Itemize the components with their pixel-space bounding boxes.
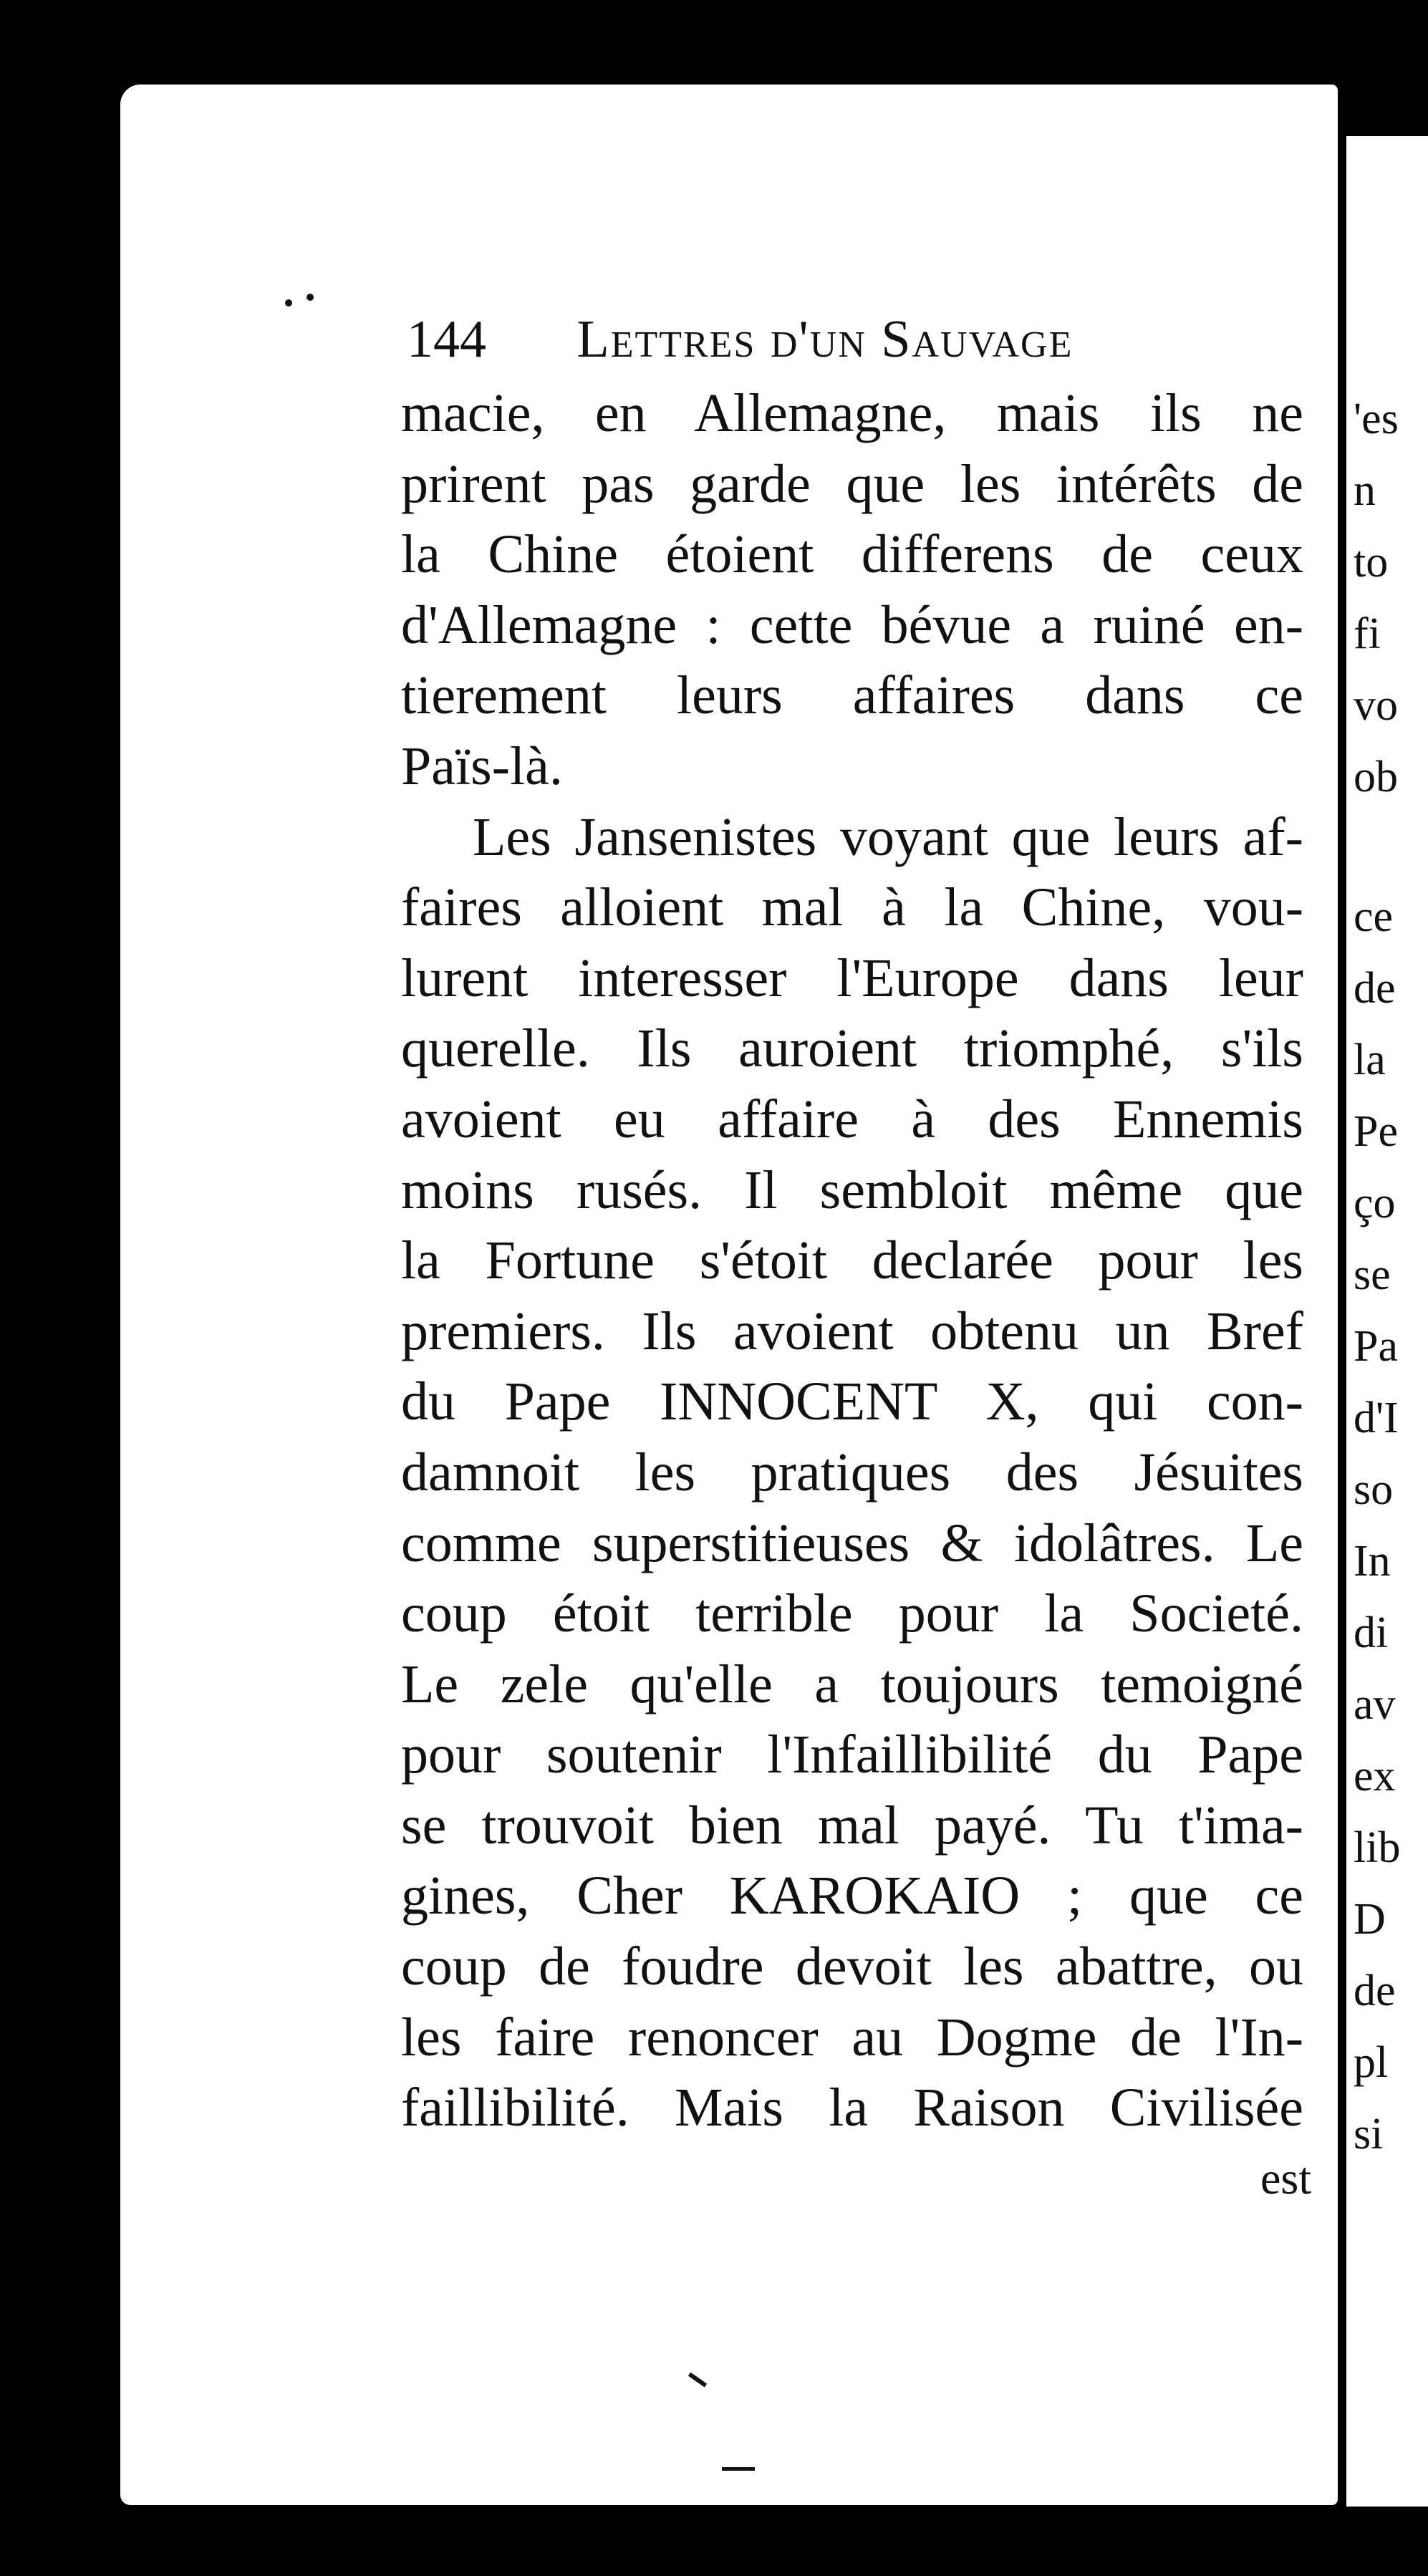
- adjacent-fragment: In: [1354, 1537, 1391, 1586]
- adjacent-fragment: si: [1354, 2110, 1384, 2158]
- text-line: damnoit les pratiques des Jésuites: [401, 1442, 1303, 1502]
- running-title: Lettres d'un Sauvage: [576, 310, 1074, 369]
- ink-stroke-mark: [722, 2467, 755, 2471]
- text-line: les faire renoncer au Dogme de l'In-: [401, 2007, 1303, 2068]
- text-line: moins rusés. Il sembloit même que: [401, 1159, 1303, 1220]
- text-line: avoient eu affaire à des Ennemis: [401, 1089, 1303, 1149]
- adjacent-fragment: de: [1354, 964, 1396, 1013]
- text-line: premiers. Ils avoient obtenu un Bref: [401, 1301, 1303, 1361]
- page-number: 144: [407, 310, 486, 369]
- adjacent-fragment: vo: [1354, 681, 1398, 730]
- text-line: Le zele qu'elle a toujours temoigné: [401, 1654, 1303, 1714]
- text-line: lurent interesser l'Europe dans leur: [401, 947, 1303, 1008]
- text-line: coup de foudre devoit les abattre, ou: [401, 1936, 1303, 1997]
- catchword: est: [1260, 2153, 1312, 2204]
- adjacent-fragment: se: [1354, 1250, 1391, 1299]
- adjacent-fragment: so: [1354, 1465, 1394, 1514]
- text-line: prirent pas garde que les intérêts de: [401, 453, 1303, 514]
- adjacent-fragment: D: [1354, 1895, 1386, 1944]
- adjacent-fragment: Pe: [1354, 1107, 1398, 1156]
- text-line: faillibilité. Mais la Raison Civilisée: [401, 2078, 1303, 2138]
- text-line: tierement leurs affaires dans ce: [401, 665, 1303, 726]
- text-line: du Pape INNOCENT X, qui con-: [401, 1371, 1303, 1432]
- running-header: [407, 309, 1338, 374]
- text-line: querelle. Ils auroient triomphé, s'ils: [401, 1018, 1303, 1079]
- adjacent-fragment: de: [1354, 1967, 1396, 2015]
- text-line: coup étoit terrible pour la Societé.: [401, 1583, 1303, 1644]
- adjacent-fragment: to: [1354, 538, 1389, 587]
- text-line: comme superstitieuses & idolâtres. Le: [401, 1513, 1303, 1573]
- text-line: d'Allemagne : cette bévue a ruiné en-: [401, 594, 1303, 655]
- adjacent-fragment: Pa: [1354, 1322, 1398, 1371]
- specks-mark: [285, 299, 292, 307]
- paragraph-start-line: Les Jansenistes voyant que leurs af-: [473, 806, 1303, 867]
- specks-mark: [307, 294, 314, 301]
- adjacent-fragment: pl: [1354, 2038, 1389, 2087]
- text-line: Païs-là.: [401, 735, 563, 796]
- adjacent-fragment: n: [1354, 466, 1376, 515]
- text-line: gines, Cher KAROKAIO ; que ce: [401, 1866, 1303, 1926]
- adjacent-fragment: av: [1354, 1680, 1396, 1729]
- text-line: la Chine étoient differens de ceux: [401, 524, 1303, 585]
- text-line: faires alloient mal à la Chine, vou-: [401, 877, 1303, 938]
- adjacent-fragment: ce: [1354, 892, 1394, 941]
- adjacent-fragment: di: [1354, 1608, 1389, 1657]
- adjacent-fragment: ex: [1354, 1752, 1396, 1800]
- adjacent-fragment: 'es: [1354, 395, 1399, 443]
- text-line: pour soutenir l'Infaillibilité du Pape: [401, 1724, 1303, 1785]
- adjacent-fragment: fi: [1354, 609, 1381, 658]
- text-line: macie, en Allemagne, mais ils ne: [401, 383, 1303, 443]
- adjacent-fragment: la: [1354, 1036, 1386, 1084]
- body-text: [401, 378, 1303, 2143]
- text-line: la Fortune s'étoit declarée pour les: [401, 1230, 1303, 1291]
- adjacent-fragment: lib: [1354, 1823, 1401, 1872]
- adjacent-fragment: ço: [1354, 1179, 1396, 1227]
- adjacent-fragment: d'I: [1354, 1394, 1399, 1442]
- adjacent-fragment: ob: [1354, 753, 1398, 801]
- text-line: se trouvoit bien mal payé. Tu t'ima-: [401, 1795, 1303, 1856]
